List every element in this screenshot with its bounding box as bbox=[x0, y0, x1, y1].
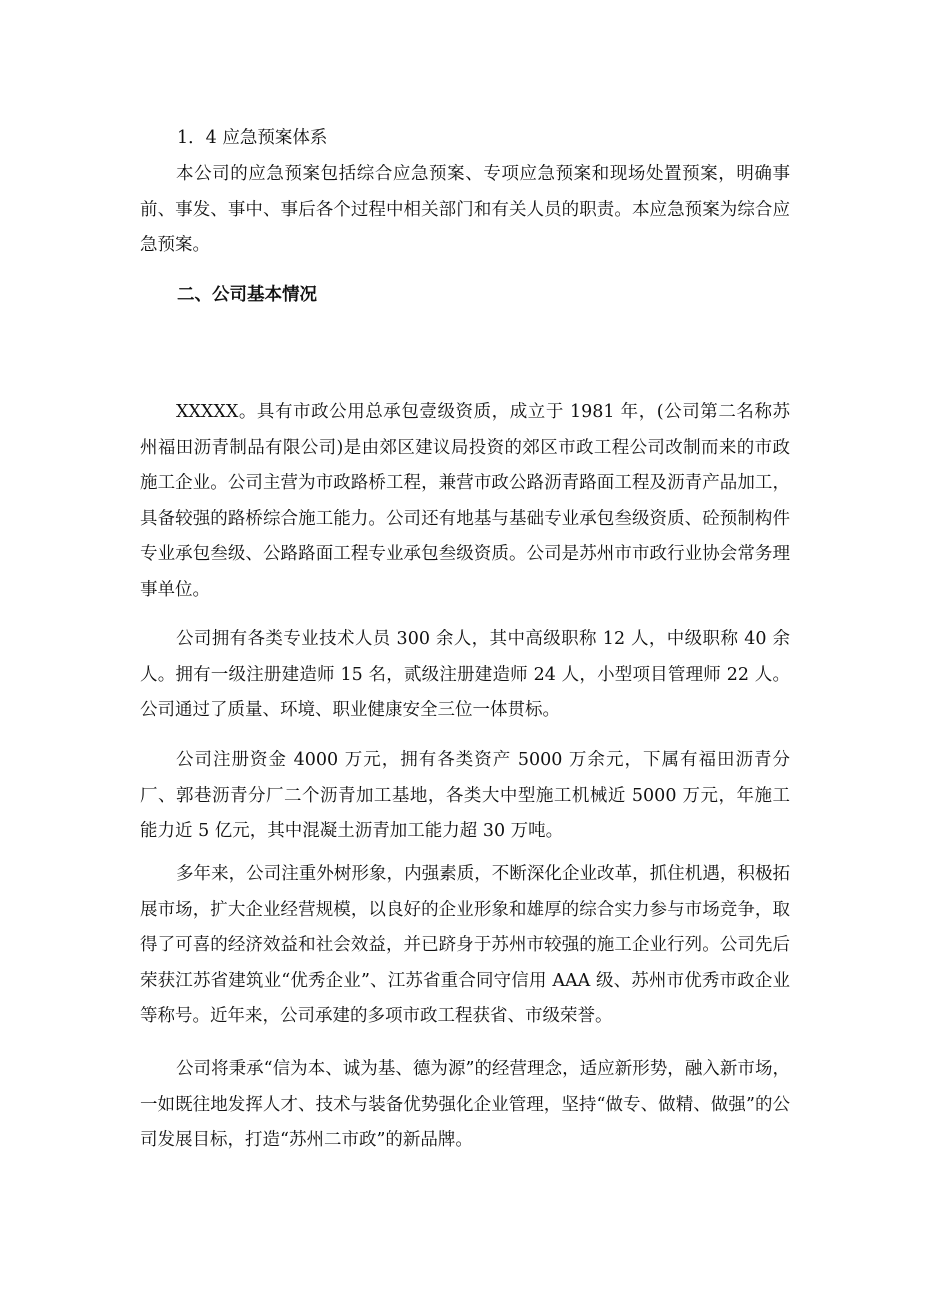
section-heading-1-4: 1．4 应急预案体系 bbox=[177, 128, 328, 148]
paragraph-capital: 公司注册资金 4000 万元，拥有各类资产 5000 万余元，下属有福田沥青分厂、郭巷沥青分厂二个沥青加工基地，各类大中型施工机械近 5000 万元，年施工能力近 5 亿元，其中混凝土沥青加工能力超 30 万吨。 bbox=[140, 750, 790, 841]
paragraph-philosophy: 公司将秉承“信为本、诚为基、德为源”的经营理念，适应新形势，融入新市场，一如既往地发挥人才、技术与装备优势强化企业管理，坚持“做专、做精、做强”的公司发展目标，打造“苏州二市政”的新品牌。 bbox=[140, 1059, 790, 1150]
paragraph-emergency-plan-system: 本公司的应急预案包括综合应急预案、专项应急预案和现场处置预案，明确事前、事发、事中、事后各个过程中相关部门和有关人员的职责。本应急预案为综合应急预案。 bbox=[140, 164, 790, 255]
paragraph-company-profile: XXXXX。具有市政公用总承包壹级资质，成立于 1981 年，(公司第二名称苏州福田沥青制品有限公司)是由郊区建议局投资的郊区市政工程公司改制而来的市政施工企业。公司主营为市政路桥工程，兼营市政公路沥青路面工程及沥青产品加工，具备较强的路桥综合施工能力。公司还有地基与基础专业承包叁级资质、砼预制构件专业承包叁级、公路路面工程专业承包叁级资质。公司是苏州市市政行业协会常务理事单位。 bbox=[140, 402, 790, 600]
paragraph-staff: 公司拥有各类专业技术人员 300 余人，其中高级职称 12 人，中级职称 40 余人。拥有一级注册建造师 15 名，贰级注册建造师 24 人，小型项目管理师 22 人。公司通过了质量、环境、职业健康安全三位一体贯标。 bbox=[140, 629, 790, 720]
section-heading-company-overview: 二、公司基本情况 bbox=[177, 285, 317, 305]
paragraph-development-honors: 多年来，公司注重外树形象，内强素质，不断深化企业改革，抓住机遇，积极拓展市场，扩大企业经营规模，以良好的企业形象和雄厚的综合实力参与市场竞争，取得了可喜的经济效益和社会效益，并已跻身于苏州市较强的施工企业行列。公司先后荣获江苏省建筑业“优秀企业”、江苏省重合同守信用 AAA 级、苏州市优秀市政企业等称号。近年来，公司承建的多项市政工程获省、市级荣誉。 bbox=[140, 864, 790, 1026]
